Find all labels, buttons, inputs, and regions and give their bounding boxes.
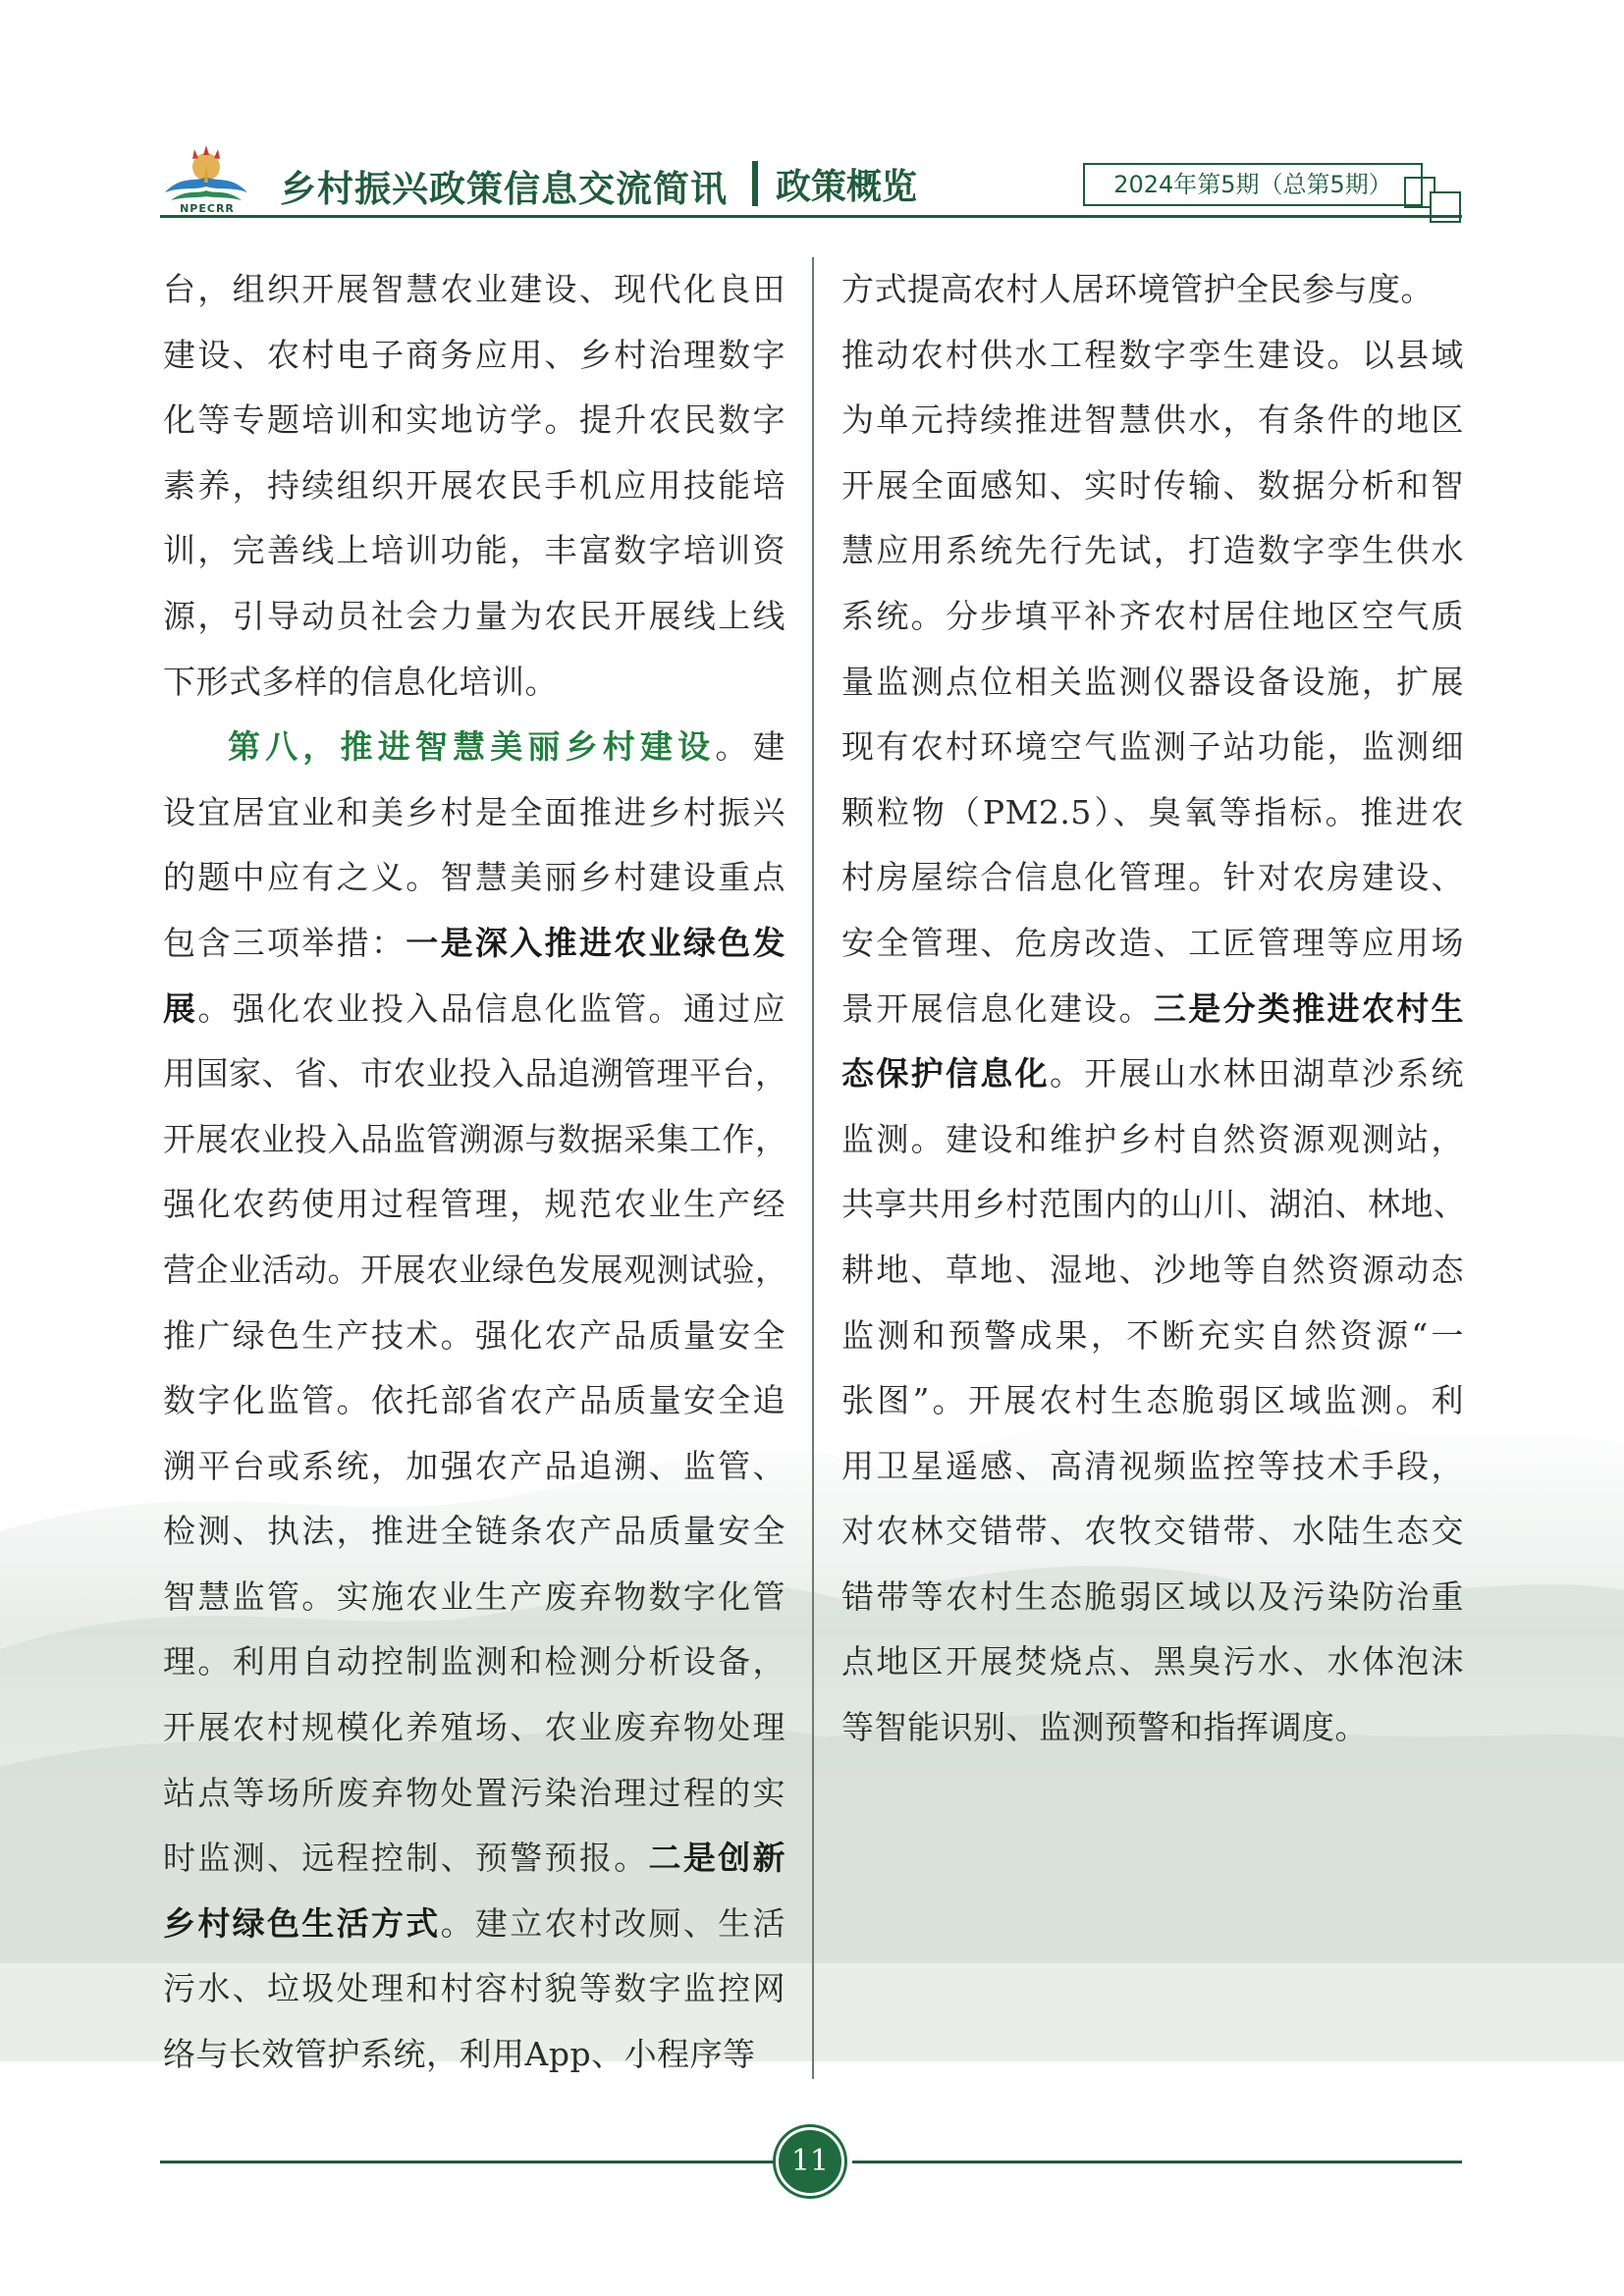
text-line <box>841 845 1464 911</box>
text-run: 的题中应有之义。智慧美丽乡村建设重点 <box>163 858 785 897</box>
text-run: 。建立农村改厕、生活 <box>440 1903 786 1943</box>
footer-rule-right <box>852 2161 1462 2163</box>
text-run: 。强化农业投入品信息化监管。通过应 <box>197 988 786 1028</box>
text-line <box>163 977 785 1042</box>
text-line <box>163 1761 785 1827</box>
text-run: 推广绿色生产技术。强化农产品质量安全 <box>163 1315 785 1355</box>
text-run: 开展全面感知、实时传输、数据分析和智 <box>841 465 1464 505</box>
text-line <box>163 1172 785 1238</box>
header-rule <box>160 215 1462 218</box>
section-heading: 第八，推进智慧美丽乡村建设 <box>228 727 716 767</box>
text-line <box>841 1107 1464 1173</box>
column-divider <box>812 257 814 2079</box>
text-line <box>163 1041 788 1107</box>
text-run: 对农林交错带、农牧交错带、水陆生态交 <box>841 1512 1464 1551</box>
text-run: 颗粒物（PM2.5）、臭氧等指标。推进农 <box>841 792 1464 831</box>
text-line <box>163 1434 785 1500</box>
text-run: 点地区开展焚烧点、黑臭污水、水体泡沫 <box>841 1642 1464 1682</box>
text-line <box>841 911 1464 977</box>
section-title: 政策概览 <box>776 167 918 207</box>
issue-label: 2024年第5期（总第5期） <box>1083 163 1423 206</box>
text-run: 为单元持续推进智慧供水，有条件的地区 <box>841 400 1464 440</box>
title-separator <box>752 161 758 206</box>
text-run: 下形式多样的信息化培训。 <box>163 662 558 701</box>
text-run: 。开展山水林田湖草沙系统 <box>1049 1054 1465 1094</box>
page-header <box>0 0 1624 236</box>
text-run: 。建 <box>715 727 786 767</box>
text-line <box>841 1695 1464 1761</box>
text-run: 络与长效管护系统，利用App、小程序等 <box>163 2035 756 2074</box>
text-line <box>841 1172 1467 1238</box>
text-line <box>163 1368 785 1434</box>
text-line <box>163 1565 785 1630</box>
left-column <box>163 257 788 2088</box>
text-run: 村房屋综合信息化管理。针对农房建设、 <box>841 858 1464 897</box>
bold-phrase: 三是分类推进农村生 <box>1153 988 1465 1028</box>
bold-phrase: 二是创新 <box>648 1839 786 1878</box>
text-line <box>163 388 785 454</box>
text-run: 耕地、草地、湿地、沙地等自然资源动态 <box>841 1250 1464 1289</box>
text-line <box>841 715 1464 780</box>
text-line <box>163 1826 785 1892</box>
text-run: 营企业活动。开展农业绿色发展观测试验， <box>163 1250 788 1289</box>
text-line <box>841 1304 1464 1369</box>
text-line <box>163 650 785 716</box>
bold-phrase: 态保护信息化 <box>841 1054 1050 1094</box>
text-line <box>841 323 1464 389</box>
text-line <box>163 518 785 584</box>
text-run: 数字化监管。依托部省农产品质量安全追 <box>163 1381 785 1420</box>
text-line <box>163 257 785 323</box>
text-line <box>163 1892 785 1957</box>
text-line <box>841 1041 1464 1107</box>
text-run: 等智能识别、监测预警和指挥调度。 <box>841 1708 1368 1747</box>
publication-title: 乡村振兴政策信息交流简讯 <box>280 168 728 210</box>
text-line <box>841 454 1464 519</box>
text-run: 错带等农村生态脆弱区域以及污染防治重 <box>841 1576 1464 1616</box>
text-run: 时监测、远程控制、预警预报。 <box>163 1839 649 1878</box>
text-run: 开展农业投入品监管溯源与数据采集工作， <box>163 1119 788 1158</box>
text-line <box>163 1107 788 1173</box>
text-run: 化等专题培训和实地访学。提升农民数字 <box>163 400 785 440</box>
bold-phrase: 展 <box>163 988 198 1028</box>
text-run: 系统。分步填平补齐农村居住地区空气质 <box>841 596 1464 635</box>
text-line <box>841 584 1464 650</box>
text-line <box>841 977 1464 1042</box>
text-line <box>163 1695 785 1761</box>
text-run: 污水、垃圾处理和村容村貌等数字监控网 <box>163 1969 785 2008</box>
text-run: 溯平台或系统，加强农产品追溯、监管、 <box>163 1446 785 1485</box>
text-run: 推动农村供水工程数字孪生建设。以县域 <box>841 335 1464 374</box>
text-run: 检测、执法，推进全链条农产品质量安全 <box>163 1512 785 1551</box>
text-run: 智慧监管。实施农业生产废弃物数字化管 <box>163 1576 785 1616</box>
text-run: 训，完善线上培训功能，丰富数字培训资 <box>163 531 785 570</box>
text-run: 台，组织开展智慧农业建设、现代化良田 <box>163 270 785 308</box>
text-run: 共享共用乡村范围内的山川、湖泊、林地、 <box>841 1185 1467 1224</box>
text-run: 设宜居宜业和美乡村是全面推进乡村振兴 <box>163 792 785 831</box>
text-run: 站点等场所废弃物处置污染治理过程的实 <box>163 1773 785 1812</box>
page-number: 11 <box>776 2127 844 2196</box>
text-run: 理。利用自动控制监测和检测分析设备， <box>163 1642 785 1682</box>
text-run: 监测和预警成果，不断充实自然资源“一 <box>841 1315 1464 1355</box>
text-run: 源，引导动员社会力量为农民开展线上线 <box>163 596 785 635</box>
text-line <box>841 257 1464 323</box>
text-line <box>163 845 785 911</box>
text-line <box>841 388 1464 454</box>
text-run: 方式提高农村人居环境管护全民参与度。 <box>841 270 1434 308</box>
bold-phrase: 乡村绿色生活方式 <box>163 1903 441 1943</box>
text-line <box>841 518 1464 584</box>
text-line <box>163 454 785 519</box>
text-run: 用卫星遥感、高清视频监控等技术手段， <box>841 1446 1464 1485</box>
text-run: 素养，持续组织开展农民手机应用技能培 <box>163 465 785 505</box>
text-line <box>163 1499 785 1565</box>
text-line <box>841 1499 1464 1565</box>
logo-text: NPECRR <box>180 202 235 215</box>
text-line <box>163 2022 785 2088</box>
footer-rule-left <box>160 2161 775 2163</box>
text-line <box>841 650 1464 716</box>
text-line <box>163 1956 785 2022</box>
text-run: 景开展信息化建设。 <box>841 988 1154 1028</box>
text-run: 现有农村环境空气监测子站功能，监测细 <box>841 727 1464 767</box>
text-run: 强化农药使用过程管理，规范农业生产经 <box>163 1185 785 1224</box>
text-run: 安全管理、危房改造、工匠管理等应用场 <box>841 923 1464 962</box>
text-line <box>841 1434 1464 1500</box>
text-line <box>841 1238 1464 1304</box>
text-run: 监测。建设和维护乡村自然资源观测站， <box>841 1119 1464 1158</box>
text-line <box>163 715 785 780</box>
text-line <box>841 1368 1464 1434</box>
text-line <box>163 780 785 846</box>
text-line <box>163 1629 785 1695</box>
text-line <box>163 1238 788 1304</box>
text-run: 用国家、省、市农业投入品追溯管理平台， <box>163 1054 788 1094</box>
text-line <box>841 780 1464 846</box>
bold-phrase: 一是深入推进农业绿色发 <box>406 923 786 962</box>
text-run: 量监测点位相关监测仪器设备设施，扩展 <box>841 662 1464 701</box>
text-run: 张图”。开展农村生态脆弱区域监测。利 <box>841 1381 1464 1420</box>
text-run: 开展农村规模化养殖场、农业废弃物处理 <box>163 1708 785 1747</box>
text-line <box>163 323 785 389</box>
text-line <box>163 584 785 650</box>
text-run: 包含三项举措： <box>163 923 406 962</box>
right-column <box>841 257 1467 1761</box>
decorative-square <box>1430 191 1461 223</box>
text-line <box>841 1629 1464 1695</box>
text-line <box>841 1565 1464 1630</box>
text-line <box>163 911 785 977</box>
text-line <box>163 1304 785 1369</box>
text-run: 慧应用系统先行先试，打造数字孪生供水 <box>841 531 1464 570</box>
text-run: 建设、农村电子商务应用、乡村治理数字 <box>163 335 785 374</box>
